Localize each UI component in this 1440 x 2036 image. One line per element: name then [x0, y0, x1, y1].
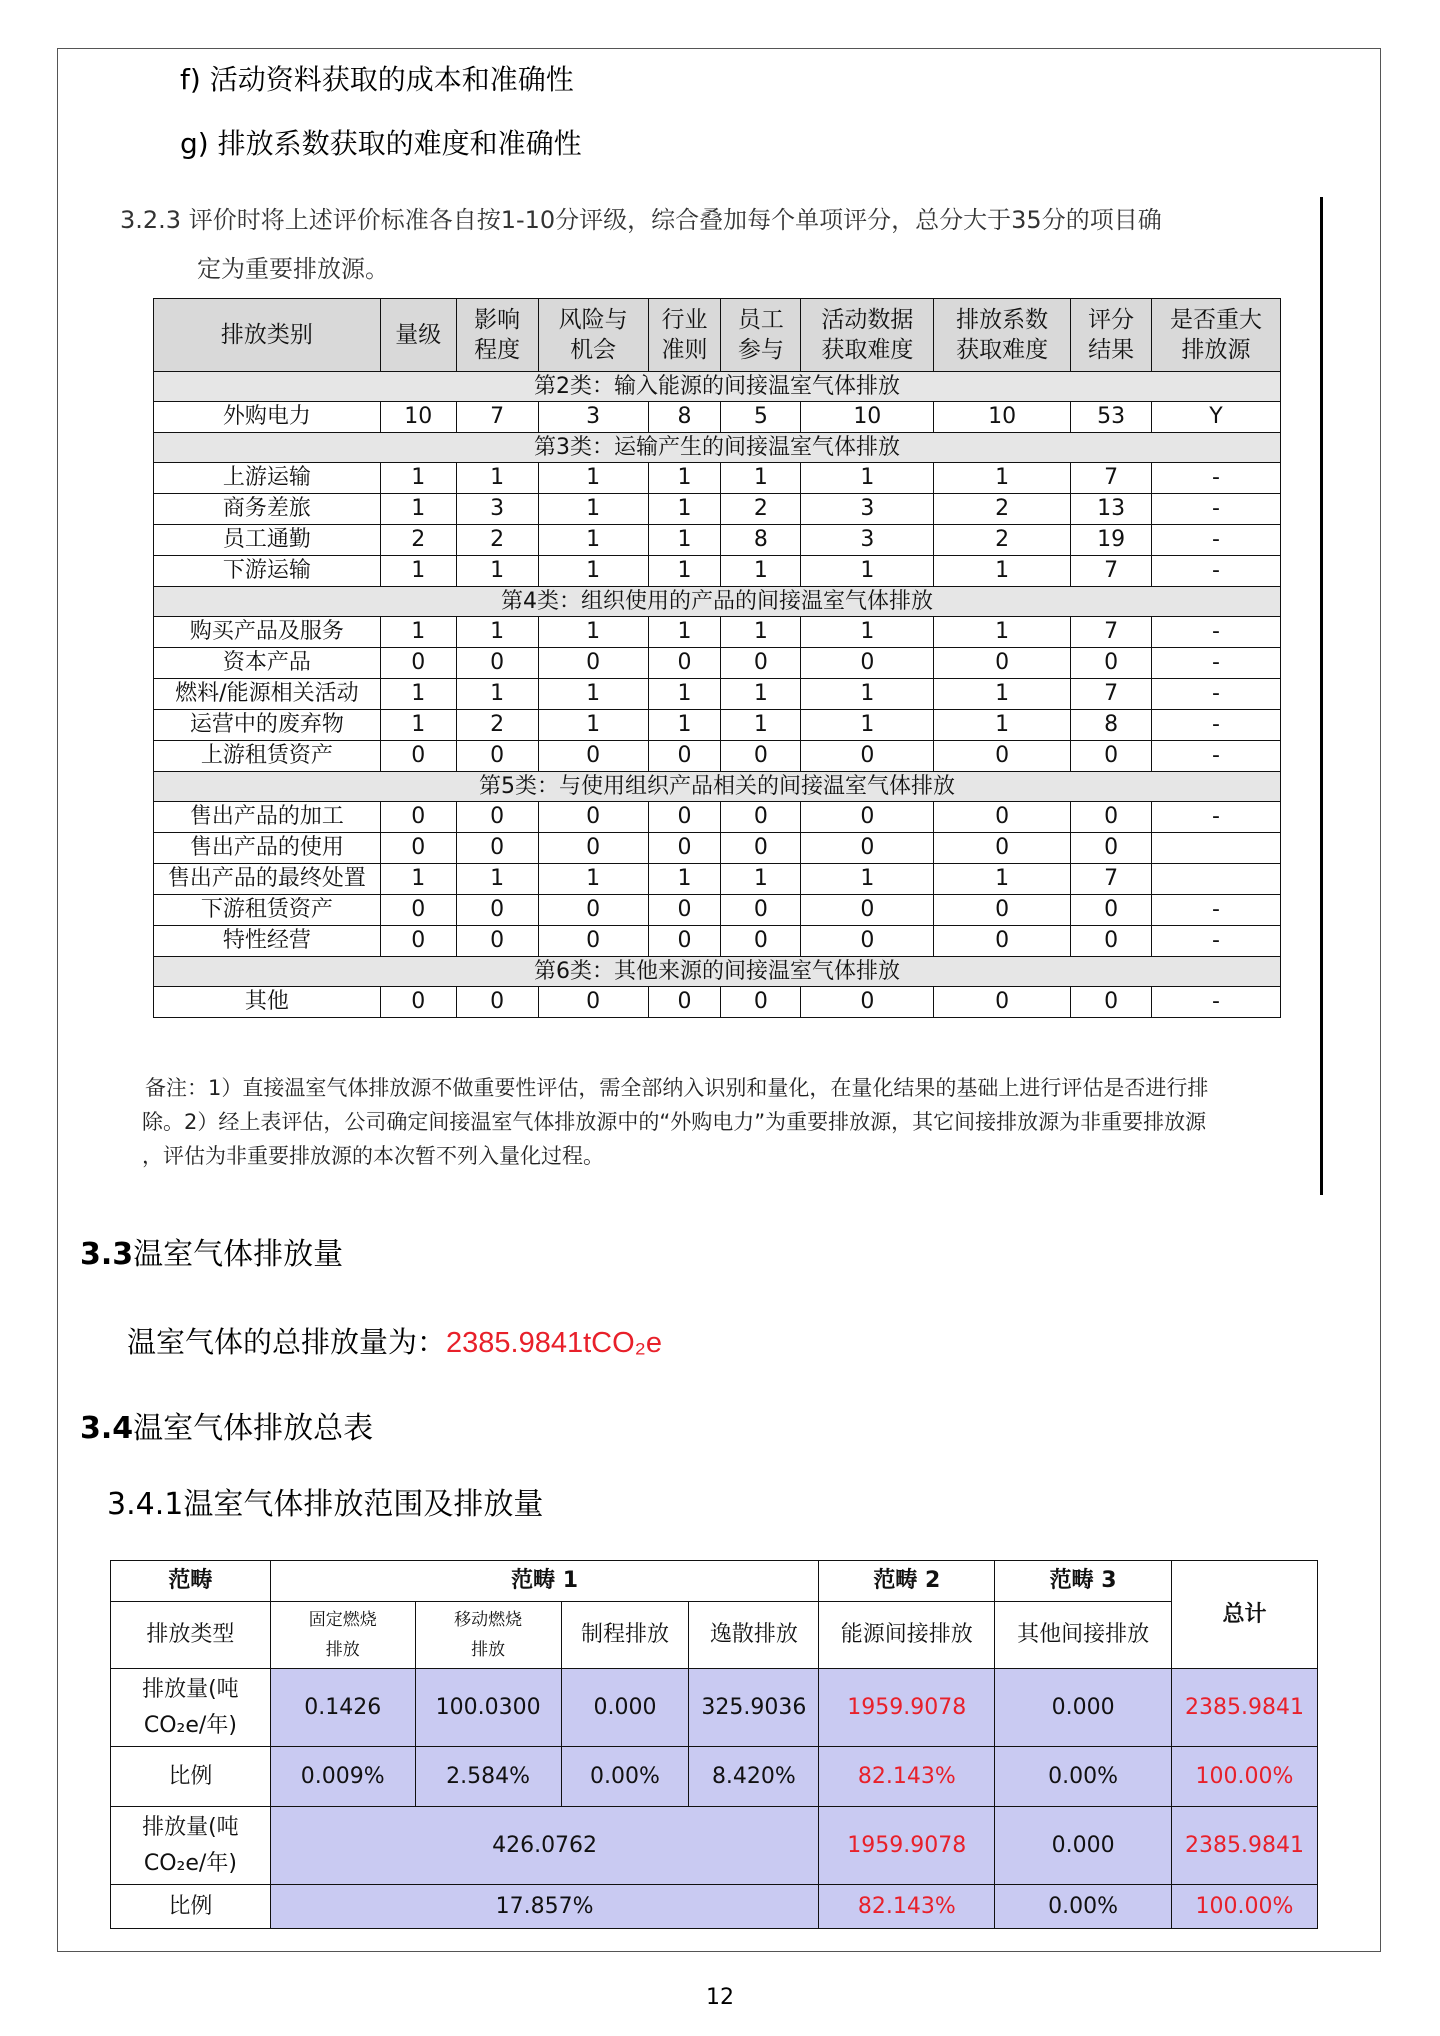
eval-score-cell: 1	[538, 525, 648, 556]
emission-row-label: 排放量(吨 CO₂e/年)	[111, 1669, 271, 1747]
eval-score-cell: 3	[801, 494, 934, 525]
total-header: 总计	[1172, 1561, 1318, 1669]
eval-row	[154, 895, 1281, 926]
eval-source-name: 售出产品的最终处置	[154, 864, 381, 895]
eval-row	[154, 710, 1281, 741]
eval-score-cell: 0	[801, 802, 934, 833]
eval-score-cell: 1	[380, 617, 456, 648]
scope1-ratio-merged: 17.857%	[270, 1885, 819, 1929]
eval-score-cell: 0	[1071, 926, 1152, 957]
eval-score-cell: 0	[648, 802, 721, 833]
eval-score-cell: 0	[456, 648, 538, 679]
eval-score-cell: 0	[721, 926, 801, 957]
eval-row	[154, 987, 1281, 1018]
eval-score-cell: -	[1152, 617, 1281, 648]
eval-score-cell: -	[1152, 494, 1281, 525]
eval-score-cell: 7	[1071, 556, 1152, 587]
eval-score-cell: 10	[380, 402, 456, 433]
section-33-heading: 3.3温室气体排放量	[80, 1237, 344, 1272]
energy-indirect-header: 能源间接排放	[819, 1602, 995, 1669]
eval-score-cell: 1	[538, 710, 648, 741]
eval-score-cell	[1152, 864, 1281, 895]
eval-score-cell: 1	[934, 617, 1071, 648]
emission-total-cell: 2385.9841	[1172, 1669, 1318, 1747]
eval-score-cell: 1	[380, 494, 456, 525]
section-34-heading: 3.4温室气体排放总表	[80, 1411, 374, 1446]
eval-score-cell: 0	[1071, 741, 1152, 772]
eval-score-cell: 1	[721, 463, 801, 494]
eval-score-cell: 1	[380, 556, 456, 587]
eval-score-cell: 0	[648, 741, 721, 772]
eval-score-cell: Y	[1152, 402, 1281, 433]
eval-score-cell: 7	[1071, 463, 1152, 494]
eval-header-cell: 排放类别	[154, 299, 381, 372]
scope2-emission-merged: 1959.9078	[819, 1807, 995, 1885]
ratio-cell: 0.00%	[995, 1747, 1172, 1807]
eval-score-cell: 0	[538, 802, 648, 833]
eval-score-cell: 0	[456, 741, 538, 772]
section-323-line2: 定为重要排放源。	[197, 255, 389, 283]
eval-score-cell: 2	[456, 525, 538, 556]
eval-row	[154, 463, 1281, 494]
eval-row	[154, 833, 1281, 864]
ratio-row-label: 比例	[111, 1747, 271, 1807]
eval-score-cell: 1	[721, 556, 801, 587]
eval-score-cell: 3	[538, 402, 648, 433]
eval-score-cell: 0	[648, 987, 721, 1018]
eval-score-cell: 1	[648, 710, 721, 741]
type-header: 排放类型	[111, 1602, 271, 1669]
list-item-f: f) 活动资料获取的成本和准确性	[180, 63, 574, 96]
eval-score-cell: 2	[380, 525, 456, 556]
ratio-cell: 2.584%	[415, 1747, 561, 1807]
eval-source-name: 售出产品的使用	[154, 833, 381, 864]
eval-score-cell: 0	[1071, 987, 1152, 1018]
list-item-g: g) 排放系数获取的难度和准确性	[180, 127, 582, 160]
eval-score-cell: 0	[380, 741, 456, 772]
eval-header-cell: 影响 程度	[456, 299, 538, 372]
eval-score-cell: 0	[456, 802, 538, 833]
eval-score-cell: 0	[934, 741, 1071, 772]
eval-source-name: 燃料/能源相关活动	[154, 679, 381, 710]
eval-score-cell: 0	[380, 926, 456, 957]
scope3-emission-merged: 0.000	[995, 1807, 1172, 1885]
eval-score-cell: 1	[538, 679, 648, 710]
eval-header-cell: 是否重大 排放源	[1152, 299, 1281, 372]
eval-category-title: 第4类：组织使用的产品的间接温室气体排放	[154, 587, 1281, 617]
eval-source-name: 购买产品及服务	[154, 617, 381, 648]
eval-score-cell: 7	[1071, 864, 1152, 895]
eval-score-cell: -	[1152, 679, 1281, 710]
scope1-header: 范畴 1	[270, 1561, 819, 1602]
eval-score-cell: 2	[934, 494, 1071, 525]
eval-score-cell: 1	[721, 617, 801, 648]
scope2-ratio-merged: 82.143%	[819, 1885, 995, 1929]
eval-score-cell: 7	[1071, 679, 1152, 710]
summary-table	[110, 1560, 1318, 1929]
eval-header-cell: 活动数据 获取难度	[801, 299, 934, 372]
process-header: 制程排放	[561, 1602, 689, 1669]
eval-score-cell: 1	[801, 463, 934, 494]
eval-source-name: 其他	[154, 987, 381, 1018]
eval-score-cell: 1	[801, 556, 934, 587]
eval-score-cell: 1	[538, 864, 648, 895]
eval-score-cell: 2	[721, 494, 801, 525]
eval-score-cell: 0	[934, 895, 1071, 926]
emission-cell: 0.000	[561, 1669, 689, 1747]
eval-header-row	[154, 299, 1281, 372]
eval-score-cell: 1	[648, 617, 721, 648]
eval-score-cell: -	[1152, 648, 1281, 679]
eval-score-cell: 0	[934, 987, 1071, 1018]
eval-source-name: 下游租赁资产	[154, 895, 381, 926]
eval-row	[154, 402, 1281, 433]
eval-source-name: 资本产品	[154, 648, 381, 679]
eval-source-name: 下游运输	[154, 556, 381, 587]
eval-score-cell: 1	[801, 710, 934, 741]
eval-score-cell: 0	[801, 987, 934, 1018]
total-emission-value: 2385.9841tCO₂e	[446, 1327, 663, 1359]
scope2-header: 范畴 2	[819, 1561, 995, 1602]
eval-score-cell: 1	[456, 864, 538, 895]
eval-score-cell: 1	[721, 679, 801, 710]
eval-category-row	[154, 433, 1281, 463]
other-indirect-header: 其他间接排放	[995, 1602, 1172, 1669]
eval-row	[154, 679, 1281, 710]
evaluation-table	[153, 298, 1281, 1018]
eval-score-cell: -	[1152, 463, 1281, 494]
eval-score-cell: 0	[934, 926, 1071, 957]
total-ratio-merged: 100.00%	[1172, 1885, 1318, 1929]
eval-score-cell: -	[1152, 895, 1281, 926]
eval-score-cell: 10	[934, 402, 1071, 433]
ratio-cell: 0.00%	[561, 1747, 689, 1807]
eval-score-cell: 1	[456, 556, 538, 587]
eval-score-cell: 0	[538, 741, 648, 772]
eval-row	[154, 648, 1281, 679]
eval-score-cell: 0	[721, 987, 801, 1018]
eval-score-cell: -	[1152, 741, 1281, 772]
eval-score-cell: 0	[648, 648, 721, 679]
eval-score-cell: 1	[456, 617, 538, 648]
eval-source-name: 员工通勤	[154, 525, 381, 556]
eval-row	[154, 802, 1281, 833]
eval-score-cell: 8	[648, 402, 721, 433]
eval-score-cell: 1	[721, 710, 801, 741]
eval-score-cell: 0	[380, 648, 456, 679]
eval-score-cell	[1152, 833, 1281, 864]
eval-source-name: 商务差旅	[154, 494, 381, 525]
eval-score-cell: 1	[934, 679, 1071, 710]
total-emission-merged: 2385.9841	[1172, 1807, 1318, 1885]
ratio-row-label-2: 比例	[111, 1885, 271, 1929]
eval-score-cell: 0	[934, 648, 1071, 679]
eval-score-cell: 5	[721, 402, 801, 433]
page-number: 12	[706, 1985, 734, 2010]
emission-cell: 325.9036	[689, 1669, 819, 1747]
ratio-cell: 8.420%	[689, 1747, 819, 1807]
eval-score-cell: 1	[648, 556, 721, 587]
eval-score-cell: 0	[380, 833, 456, 864]
eval-score-cell: 8	[1071, 710, 1152, 741]
eval-category-row	[154, 587, 1281, 617]
eval-score-cell: 0	[456, 833, 538, 864]
eval-source-name: 上游运输	[154, 463, 381, 494]
scope1-emission-merged: 426.0762	[270, 1807, 819, 1885]
eval-score-cell: 1	[648, 463, 721, 494]
eval-category-row	[154, 372, 1281, 402]
eval-score-cell: 1	[456, 463, 538, 494]
eval-row	[154, 525, 1281, 556]
eval-score-cell: 1	[801, 679, 934, 710]
eval-score-cell: 0	[538, 648, 648, 679]
eval-source-name: 外购电力	[154, 402, 381, 433]
eval-row	[154, 741, 1281, 772]
eval-score-cell: 0	[1071, 895, 1152, 926]
eval-score-cell: 2	[456, 710, 538, 741]
note-line3: ，评估为非重要排放源的本次暂不列入量化过程。	[142, 1144, 604, 1168]
eval-score-cell: 1	[934, 463, 1071, 494]
eval-score-cell: 0	[380, 895, 456, 926]
eval-score-cell: 0	[721, 648, 801, 679]
eval-header-cell: 行业 准则	[648, 299, 721, 372]
eval-score-cell: 0	[801, 926, 934, 957]
eval-header-cell: 量级	[380, 299, 456, 372]
eval-score-cell: 0	[721, 802, 801, 833]
eval-row	[154, 556, 1281, 587]
scope3-header: 范畴 3	[995, 1561, 1172, 1602]
eval-score-cell: 8	[721, 525, 801, 556]
eval-score-cell: 1	[934, 710, 1071, 741]
eval-score-cell: 0	[456, 926, 538, 957]
eval-score-cell: -	[1152, 556, 1281, 587]
eval-score-cell: 0	[1071, 802, 1152, 833]
eval-score-cell: 0	[648, 895, 721, 926]
ratio-cell: 82.143%	[819, 1747, 995, 1807]
eval-score-cell: 3	[456, 494, 538, 525]
total-emission-line: 温室气体的总排放量为：2385.9841tCO₂e	[127, 1325, 663, 1359]
fugitive-header: 逸散排放	[689, 1602, 819, 1669]
eval-score-cell: 1	[538, 556, 648, 587]
eval-score-cell: 1	[380, 710, 456, 741]
eval-score-cell: 0	[456, 987, 538, 1018]
eval-score-cell: 1	[721, 864, 801, 895]
eval-category-row	[154, 957, 1281, 987]
eval-score-cell: 53	[1071, 402, 1152, 433]
note-line2: 除。2）经上表评估，公司确定间接温室气体排放源中的“外购电力”为重要排放源，其它间接排放源为非重要排放源	[142, 1110, 1207, 1134]
eval-source-name: 运营中的废弃物	[154, 710, 381, 741]
ratio-cell: 0.009%	[270, 1747, 415, 1807]
eval-score-cell: 0	[934, 802, 1071, 833]
emission-cell: 100.0300	[415, 1669, 561, 1747]
eval-score-cell: 1	[380, 864, 456, 895]
eval-source-name: 上游租赁资产	[154, 741, 381, 772]
eval-score-cell: 10	[801, 402, 934, 433]
eval-score-cell: 0	[801, 895, 934, 926]
eval-score-cell: 1	[538, 617, 648, 648]
eval-score-cell: 0	[801, 648, 934, 679]
emission-row-label-2: 排放量(吨 CO₂e/年)	[111, 1807, 271, 1885]
eval-category-title: 第5类：与使用组织产品相关的间接温室气体排放	[154, 772, 1281, 802]
eval-score-cell: -	[1152, 926, 1281, 957]
eval-score-cell: 0	[1071, 648, 1152, 679]
eval-score-cell: 2	[934, 525, 1071, 556]
eval-score-cell: 1	[648, 864, 721, 895]
eval-score-cell: 13	[1071, 494, 1152, 525]
eval-score-cell: 0	[538, 926, 648, 957]
eval-score-cell: 0	[801, 833, 934, 864]
eval-score-cell: 1	[538, 494, 648, 525]
eval-score-cell: -	[1152, 525, 1281, 556]
eval-score-cell: 1	[934, 864, 1071, 895]
eval-header-cell: 评分 结果	[1071, 299, 1152, 372]
eval-header-cell: 员工 参与	[721, 299, 801, 372]
eval-row	[154, 494, 1281, 525]
ratio-total-cell: 100.00%	[1172, 1747, 1318, 1807]
emission-cell: 1959.9078	[819, 1669, 995, 1747]
eval-score-cell: 0	[1071, 833, 1152, 864]
emission-cell: 0.000	[995, 1669, 1172, 1747]
eval-score-cell: 19	[1071, 525, 1152, 556]
mobile-combustion-header: 移动燃烧 排放	[415, 1602, 561, 1669]
emission-cell: 0.1426	[270, 1669, 415, 1747]
eval-row	[154, 926, 1281, 957]
eval-score-cell: -	[1152, 987, 1281, 1018]
eval-score-cell: 0	[538, 833, 648, 864]
eval-score-cell: -	[1152, 710, 1281, 741]
eval-score-cell: 0	[934, 833, 1071, 864]
scope-header: 范畴	[111, 1561, 271, 1602]
fixed-combustion-header: 固定燃烧 排放	[270, 1602, 415, 1669]
eval-score-cell: 1	[648, 494, 721, 525]
note-line1: 备注：1）直接温室气体排放源不做重要性评估，需全部纳入识别和量化，在量化结果的基础上进行评估是否进行排	[145, 1076, 1209, 1100]
eval-score-cell: 0	[648, 833, 721, 864]
eval-score-cell: 1	[801, 617, 934, 648]
eval-category-row	[154, 772, 1281, 802]
eval-score-cell: 1	[380, 679, 456, 710]
eval-score-cell: 1	[648, 525, 721, 556]
eval-score-cell: 0	[721, 895, 801, 926]
eval-score-cell: 0	[721, 741, 801, 772]
eval-category-title: 第6类：其他来源的间接温室气体排放	[154, 957, 1281, 987]
eval-score-cell: 7	[456, 402, 538, 433]
eval-score-cell: 1	[934, 556, 1071, 587]
eval-score-cell: 7	[1071, 617, 1152, 648]
eval-source-name: 特性经营	[154, 926, 381, 957]
eval-score-cell: 3	[801, 525, 934, 556]
eval-header-cell: 风险与 机会	[538, 299, 648, 372]
eval-score-cell: 0	[801, 741, 934, 772]
eval-score-cell: 1	[648, 679, 721, 710]
eval-score-cell: -	[1152, 802, 1281, 833]
eval-score-cell: 1	[456, 679, 538, 710]
eval-row	[154, 617, 1281, 648]
eval-score-cell: 0	[648, 926, 721, 957]
eval-score-cell: 0	[538, 895, 648, 926]
scope3-ratio-merged: 0.00%	[995, 1885, 1172, 1929]
eval-score-cell: 0	[380, 987, 456, 1018]
eval-score-cell: 1	[801, 864, 934, 895]
eval-score-cell: 1	[380, 463, 456, 494]
eval-row	[154, 864, 1281, 895]
eval-source-name: 售出产品的加工	[154, 802, 381, 833]
section-323-line1: 3.2.3 评价时将上述评价标准各自按1-10分评级，综合叠加每个单项评分，总分大于35分的项目确	[120, 206, 1162, 234]
eval-category-title: 第3类：运输产生的间接温室气体排放	[154, 433, 1281, 463]
margin-line	[1320, 197, 1323, 1195]
eval-score-cell: 0	[380, 802, 456, 833]
eval-score-cell: 0	[456, 895, 538, 926]
eval-header-cell: 排放系数 获取难度	[934, 299, 1071, 372]
eval-score-cell: 0	[538, 987, 648, 1018]
eval-score-cell: 0	[721, 833, 801, 864]
section-341-heading: 3.4.1温室气体排放范围及排放量	[107, 1487, 544, 1522]
eval-category-title: 第2类：输入能源的间接温室气体排放	[154, 372, 1281, 402]
eval-score-cell: 1	[538, 463, 648, 494]
